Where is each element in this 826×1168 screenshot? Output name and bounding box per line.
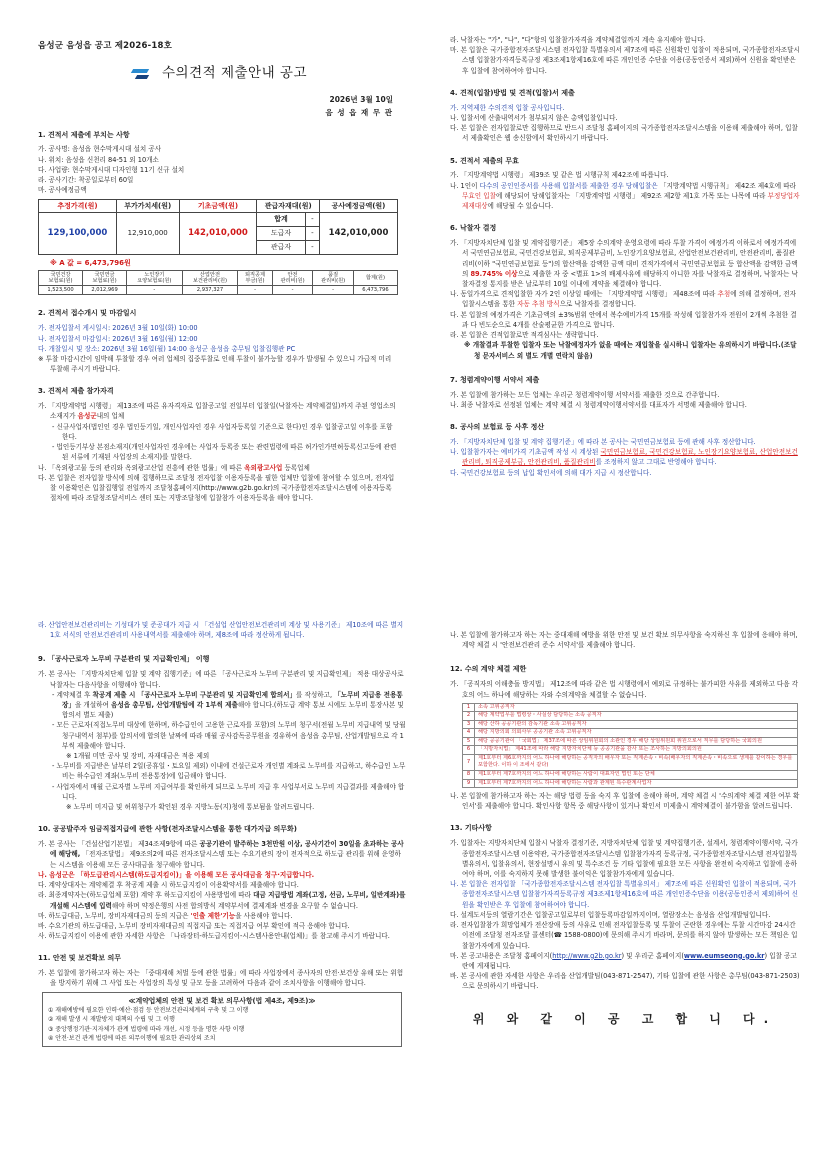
s9-sub1-c: 를 작성하고,: [296, 690, 335, 699]
s6-ga: [450, 238, 800, 289]
s5-na-4: 무효인 입찰: [462, 191, 496, 200]
s6-na: [450, 289, 800, 309]
row-num: 7: [463, 754, 475, 770]
sub-value-2: -: [305, 227, 319, 241]
notice-date: 2026년 3월 10일: [329, 95, 393, 105]
s13-ma-1: 마. 본 공고내용은 조달청 홈페이지(: [450, 951, 553, 960]
s13-heading: 13. 기타사항: [450, 824, 492, 833]
table-row: [463, 737, 798, 746]
s11-box-item-2: ② 재해 발생 시 재발방지 대책의 수립 및 그 이행: [48, 1016, 175, 1024]
row-text: 소속 고위공직자: [475, 703, 798, 712]
s10-ga-2: 공공기관이 발주하는 3천만원 이상, 공사기간이 30일을 초과하는 공사에 해당해,: [50, 840, 404, 859]
page2-left-column: [38, 620, 406, 1050]
vat-value: 12,910,000: [116, 213, 179, 255]
s6-na-2: 추첨: [717, 290, 731, 299]
table-row: [463, 720, 798, 729]
row-text: 해당 산하 공공기관의 감독기관 소속 고위공직자: [475, 720, 798, 729]
s3-ga-region: 음성군: [77, 412, 97, 421]
s9-sub-2-note: ※ 1개월 미만 공사 및 장비, 자재대금은 적용 제외: [66, 752, 210, 761]
s3-ra: 라. 산업안전보건관리비는 기성대가 및 준공대가 지급 시 「건설업 산업안전보건관리비 계상 및 사용기준」 제10조에 따른 별지1호 서식의 안전보건관리비 사용내역서를 제출해야 하며, 제8조에 따라 정산하게 됩니다.: [38, 621, 404, 640]
s1-item-1: 가. 공사명: 음성읍 현수막게시대 설치 공사: [38, 145, 162, 154]
s10-ba: 바. 수요기관의 하도급대금, 노무비 장비자재대금의 직접지급 또는 직접지급 여부 확인에 적극 응해야 합니다.: [38, 921, 350, 930]
table-row: [463, 712, 798, 721]
s9-sub1-d: 「노무비 지급용 전용통장」: [62, 690, 403, 709]
s11-duty-box: [42, 992, 402, 1048]
s11-heading: 11. 안전 및 보건확보 의무: [38, 954, 122, 963]
title-mark-icon: [130, 67, 152, 81]
s11-box-item-1: ① 재해예방에 필요한 인력·예산·점검 등 안전보건관리체계의 구축 및 그 이행: [48, 1007, 249, 1015]
th-base: 기초금액(원): [179, 199, 257, 213]
s8-na-2: 국민연금보험료, 국민건강보험료, 노인장기요양보험료, 산업안전보건관리비, 퇴직공제부금, 안전관리비, 품질관리비: [462, 448, 798, 467]
page1-left-column: [38, 40, 398, 503]
s5-heading: 5. 견적서 제출의 무효: [450, 156, 519, 165]
s1-item-4: 라. 공사기간: 착공일로부터 60일: [38, 176, 134, 185]
s6-ga-3: 으로 제출한 자 중 <별표 1>의 배제사유에 해당하지 아니한 자를 낙찰자로 결정하며, 낙찰자는 낙찰자결정 통지를 받은 날로부터 10일 이내에 계약을 체결해야 합니다.: [462, 269, 798, 289]
row-num: 9: [463, 779, 475, 788]
s12-heading: 12. 수의 계약 체결 제한: [450, 665, 527, 674]
s9-ga: 가. 본 공사는 「지방자치단체 입찰 및 계약 집행기준」에 따른 「공사근로자 노무비 구분관리 및 지급확인제」 적용 대상공사로 낙찰자는 다음사항을 이행해야 합니다.: [38, 670, 404, 689]
s13-ra: 라. 전자입찰참가 희망업체가 전산장애 등의 사유로 인해 전자입찰등록 및 투찰이 곤란한 경우에는 투찰 시간마감 24시간 이전에 조달청 전자조달 콜센터(☎ 1588-0800)에 문의해 주시기 바라며, 문의를 하지 않아 발생하는 모든 책임은 입찰참가자에게 있습니다.: [450, 921, 798, 950]
s8-na: [450, 447, 800, 467]
cost-head-8: 합계(원): [353, 270, 397, 285]
s9-sub1-e: 을 개설하여: [74, 700, 112, 709]
s3-heading: 3. 견적서 제출 참가자격: [38, 387, 114, 396]
s9-note: ※ 노무비 미지급 및 허위청구가 확인된 경우 지방노동(지)청에 통보됨을 알려드립니다.: [66, 803, 315, 812]
s13-ma: [450, 951, 800, 971]
s3-na-highlight: 옥외광고사업: [244, 463, 283, 472]
s9-sub-3: - 노무비를 지급받은 날부터 2일(공휴일・토요일 제외) 이내에 건설근로자 개인별 계좌로 노무비를 지급하고, 하수급인 노무비는 하수급인 계좌(노무비 전용통장)에 입금해야 합니다.: [52, 762, 406, 781]
s5-na-1: 나. 1인이: [450, 181, 480, 190]
s10-ra-3: 해야 하며 약정은행의 사전 합의방식 계약부서에 결제계좌 변경을 요구할 수 없습니다.: [111, 901, 358, 910]
cost-head-3: 노인장기 요양보험료(원): [127, 270, 183, 285]
table-row: [463, 729, 798, 738]
page1-right-column: [450, 35, 800, 478]
sub-label-1: 합계: [257, 213, 305, 227]
g2b-link[interactable]: http://www.g2b.go.kr: [552, 951, 622, 960]
row-num: 3: [463, 720, 475, 729]
s10-ra-1: 라. 최종계약자는(하도급업체 포함) 계약 후 하도급지킴이 사용방법에 따라: [38, 891, 254, 900]
row-num: 1: [463, 703, 475, 712]
cost-value-5: -: [238, 286, 273, 295]
cost-head-2: 국민연금 보험료(원): [83, 270, 127, 285]
s10-ra: [38, 890, 406, 910]
s3-ga-sub-2: - 법인등기부상 본점소재지(개인사업자인 경우에는 사업자 등록증 또는 관련법령에 따른 허가인가면허등록신고등에 관련된 서류에 기재된 사업장의 소재지)를 말한다.: [52, 443, 397, 462]
sub-label-3: 관급자: [257, 241, 305, 255]
row-text: 해당 공공기관이 「국회법」 제37조에 따른 상임위원회의 소관인 경우 해당 상임위원회 위원으로서 직무를 담당하는 국회의원: [475, 737, 798, 746]
row-num: 8: [463, 770, 475, 779]
s11-box-item-3: ③ 중앙행정기관·지자체가 관계 법령에 따라 개선, 시정 등을 명한 사항 이행: [48, 1025, 245, 1033]
cost-head-7: 품질 관리비(원): [313, 270, 354, 285]
s6-warning: ※ 개찰결과 투찰한 입찰자 또는 낙찰예정자가 없을 때에는 재입찰을 실시하니 입찰자는 유의하시기 바랍니다.(조달청 문자서비스 외 별도 개별 연락치 않음): [464, 341, 797, 360]
row-text: 해당 계약업무를 법령상・사실상 담당하는 소속 공직자: [475, 712, 798, 721]
row-num: 2: [463, 712, 475, 721]
th-vat: 부가가치세(원): [116, 199, 179, 213]
s8-da: 다. 국민건강보험료 등의 납입 확인서에 의해 대가 지급 시 정산합니다.: [450, 468, 652, 477]
s6-na-5: 으로 낙찰자를 결정합니다.: [559, 300, 636, 309]
row-text: 「지방자치법」 제41조에 따라 해당 지방자치단체 등 공공기관을 감사 또는 조사하는 지방의회의원: [475, 746, 798, 755]
s12-restriction-table: [462, 703, 798, 788]
s13-na: 나. 본 입찰은 전자입찰 「국가종합전자조달시스템 전자입찰 특별유의서」 제7조에 따른 신원확인 입찰이 적용되며, 국가종합전자조달시스템 입찰참가자격등록규정 제3조제1항제16호에 따른 개인인증수단을 이용(공동인증서 제외)하여 신원을 확인받은 후 입찰에 참여하여야 합니다.: [450, 880, 798, 909]
amount-table: [38, 199, 398, 255]
s10-ma-2: '인출 제한'기능: [190, 911, 236, 920]
table-row: [463, 779, 798, 788]
s10-ma-1: 마. 하도급대금, 노무비, 장비자재대금의 등의 지급은: [38, 911, 191, 920]
table-row: [463, 754, 798, 770]
cost-value-4: 2,937,327: [182, 286, 238, 295]
cost-head-1: 국민건강 보험료(원): [39, 270, 83, 285]
table-row: [463, 746, 798, 755]
s6-ga-1: 가. 「지방자치단체 입찰 및 계약집행기준」 제5장 수의계약 운영요령에 따라 투찰 가격이 예정가격 이하로서 예정가격에서 국민연금보험료, 국민건강보험료, 퇴직공제부금비, 노인장기요양보험료, 산업안전보건관리비, 안전관리비, 품질관리비(이하 "국민연금보험료 등")의 합산액을 감액한 금액 대비 견적가격에서 국민연금보험료 등 합산액을 감액한 금액의: [450, 239, 798, 278]
base-value: 142,010,000: [179, 213, 257, 255]
table-row: [463, 703, 798, 712]
cost-table: [38, 270, 398, 296]
s6-ra: 라. 본 입찰은 견적입찰로만 적격심사는 생략합니다.: [450, 331, 599, 340]
s10-ma: [38, 911, 406, 921]
cost-head-6: 안전 관리비(원): [272, 270, 313, 285]
s9-heading: 9. 「공사근로자 노무비 구분관리 및 지급확인제」 이행: [38, 655, 210, 664]
row-text: 제1호부터 제7호까지의 어느 하나에 해당하는 사람이 대표자인 법인 또는 단체: [475, 770, 798, 779]
s10-ga-3: 「전자조달법」 제9조의2에 따른 전자조달시스템 또는 수요기관의 장이 전자적으로 하도급 관리를 위해 운영하는 시스템을 이용해 모든 공사대금을 청구해야 합니다.: [50, 850, 401, 869]
notice-issuer: 음 성 읍 재 무 관: [325, 107, 393, 117]
th-estimated: 추정가격(원): [39, 199, 117, 213]
s13-ma-3: ) 입찰 공고란에 게재됩니다.: [462, 951, 797, 970]
s2-note: ※ 투찰 마감시간이 임박해 투찰할 경우 여러 업체의 집중투찰로 인해 투찰이 불가능할 경우가 발생될 수 있으니 가급적 미리 투찰해 주시기 바랍니다.: [38, 354, 392, 374]
total-value: 142,010,000: [320, 213, 398, 255]
s11-box-title: ≪계약업체의 안전 및 보건 확보 의무사항(법 제4조, 제9조)≫: [128, 996, 316, 1005]
s11-box-item-4: ④ 안전·보건 관계 법령에 따른 의무이행에 필요한 관리상의 조치: [48, 1035, 216, 1043]
s11-na: 나. 본 입찰에 참가하고자 하는 자는 중대재해 예방을 위한 안전 및 보건 확보 의무사항을 숙지하신 후 입찰에 응해야 하며, 계약 체결 시 '안전보건관리 준수 서약서'를 제출해야 합니다.: [450, 631, 798, 650]
s5-na-7: 에 해당될 수 있습니다.: [487, 202, 554, 211]
s10-heading: 10. 공공발주자 임금직접지급에 관한 사항(전자조달시스템을 통한 대가지급 의무화): [38, 825, 298, 834]
notice-number: 음성군 음성읍 공고 제2026-18호: [38, 41, 173, 51]
s5-na: [450, 181, 800, 212]
cost-value-8: 6,473,796: [353, 286, 397, 295]
s7-item-1: 가. 본 입찰에 참가하는 모든 업체는 우리군 청렴계약이행 서약서를 제출한 것으로 간주합니다.: [450, 390, 720, 399]
s3-ga-text-2: 내의 업체: [96, 412, 125, 421]
s2-item-2: 나. 전자입찰서 마감일시: 2026년 3월 16일(월) 12:00: [38, 334, 198, 343]
s8-na-3: 를 조정하지 않고 그대로 반영해야 합니다.: [595, 458, 717, 467]
s4-item-2: 나. 입찰서에 산출내역서가 첨부되지 않은 총액입찰입니다.: [450, 113, 618, 122]
cost-value-2: 2,012,969: [83, 286, 127, 295]
s3-na: [38, 463, 398, 473]
s2-item-3: 다. 개찰일시 및 장소: 2026년 3월 16일(월) 14:00 음성군 음성읍 총무팀 입찰집행관 PC: [38, 344, 296, 353]
s10-na: 나. 음성군은 「하도급관리시스템(하도급지킴이)」을 이용해 모든 공사대금을 청구·지급합니다.: [38, 870, 315, 879]
s5-na-3: 「지방계약법 시행규칙」 제42조 제4호에 따라: [657, 181, 796, 190]
th-material: 관급자재대(원): [257, 199, 320, 213]
s10-sa: 사. 하도급지킴이 이용에 관한 자세한 사항은 「나라장터-하도급지킴이-시스템사용안내(업체)」를 참고해 주시기 바랍니다.: [38, 932, 390, 941]
s3-na-text: 나. 「옥외광고물 등의 관리와 옥외광고산업 진흥에 관한 법률」에 따른: [38, 463, 245, 472]
s9-sub1-a: - 계약체결 후: [52, 690, 93, 699]
s4-item-1: 가. 지역제한 수의견적 입찰 공사입니다.: [450, 103, 565, 112]
th-total: 공사예정금액(원): [320, 199, 398, 213]
row-num: 6: [463, 746, 475, 755]
s9-sub1-g: 해야 합니다.(하도급 계약 통보 시에도 노무비 통장사본 및 합의서 별도 제출): [62, 700, 404, 720]
s1-item-2: 나. 위치: 음성읍 신천리 84-51 외 10개소: [38, 155, 159, 164]
s10-da: 다. 계약상대자는 계약체결 후 착공계 제출 시 하도급지킴이 이용확약서를 제출해야 합니다.: [38, 881, 299, 890]
estimated-value: 129,100,000: [39, 213, 117, 255]
s6-na-1: 나. 동일가격으로 견적입찰한 자가 2인 이상일 때에는 「지방계약법 시행령」 제48조에 따라: [450, 290, 718, 299]
s13-da: 다. 설계도서등의 열람기간은 입찰공고일로부터 입찰등록마감일까지이며, 열람장소는 음성읍 산업개발팀입니다.: [450, 910, 771, 919]
s13-ba: 바. 본 공사에 관한 자세한 사항은 우리읍 산업개발팀(043-871-2547), 기타 입찰에 관한 사항은 총무팀(043-871-2503)으로 문의하시기 바랍니다.: [450, 972, 800, 991]
row-text: 제1호부터 제6호까지의 어느 하나에 해당하는 공직자의 배우자 또는 직계존속・비속(배우자의 직계존속・비속으로 생계를 같이하는 경우를 포함한다. 이하 이 조에서 같다): [475, 754, 798, 770]
s9-sub1-b: 착공계 제출 시 「공사근로자 노무비 구분관리 및 지급확인제 합의서」: [92, 690, 297, 699]
s3-ga-text: 가. 「지방계약법 시행령」 제13조에 따른 유자격자로 입찰공고일 전일부터 입찰일(낙찰자는 계약체결일)까지 주된 영업소의 소재지가: [38, 402, 396, 421]
s5-na-2: 다수의 공인인증서를 사용해 입찰서를 제출한 경우 당해입찰은: [479, 181, 658, 190]
s10-ga-1: 가. 본 공사는 「건설산업기본법」 제34조제9항에 따른: [38, 840, 200, 849]
sub-value-3: -: [305, 241, 319, 255]
sub-value-1: -: [305, 213, 319, 227]
s9-sub-1: [38, 690, 406, 721]
s6-na-4: 자동 추첨 방식: [517, 300, 560, 309]
s1-item-5: 마. 공사예정금액: [38, 186, 87, 195]
s13-ga: 가. 입찰자는 지방자치단체 입찰시 낙찰자 결정기준, 지방자치단체 입찰 및 계약집행기준, 설계서, 청렴계약이행서약, 국가종합전자조달시스템 이용약관, 국가종합전자조달시스템 입찰참가자격 등록규정, 국가종합전자조달시스템 전자입찰특별유의서, 입찰유의서, 현장설명시 유의 및 특수조건 등 기타 입찰에 필요한 모든 사항을 완전히 숙지하고 입찰에 응하여야 하며, 이를 숙지하지 못해 발생한 불이익은 입찰참가자에게 있습니다.: [450, 839, 798, 878]
page2-right-column: [450, 630, 800, 1028]
s8-heading: 8. 공사의 보험료 등 사후 정산: [450, 423, 545, 432]
row-text: 해당 지방의회 의회사무 공공기관 소속 고위공직자: [475, 729, 798, 738]
s10-ra-2: 대금 지급방법 계좌(고정, 선금, 노무비, 일반계좌)를 개설해 시스템에 입력: [50, 891, 406, 910]
s9-sub1-f: 음성읍 총무팀, 산업개발팀에 각 1부씩 제출: [111, 700, 238, 709]
s9-sub-2: - 모든 근로자(직접노무비 대상에 한하며, 하수급인이 고용한 근로자를 포함)의 노무비 청구서(전월 노무비 지급내역 및 당월 청구내역서 첨부)를 압의서에 합의한 날짜에 따라 매월 공사감독공무원을 경유하여 음성읍 총무팀, 산업개발팀으로 각 1부씩 제출해야 합니다.: [52, 721, 406, 750]
s5-ga: 가. 「지방계약법 시행령」 제39조 및 같은 법 시행규칙 제42조에 따릅니다.: [450, 171, 669, 180]
s5-na-6: 부정당업자 제재대상: [462, 191, 800, 211]
row-num: 5: [463, 737, 475, 746]
s4-heading: 4. 견적(입찰)방법 및 견적(입찰)서 제출: [450, 88, 575, 97]
cost-value-7: -: [313, 286, 354, 295]
s3-ga-sub-1: - 신규사업자(법인인 경우 법인등기일, 개인사업자인 경우 사업자등록일 기준으로 한다)인 경우 입찰공고일 이후를 포함한다.: [52, 422, 393, 441]
s12-ga: 가. 「공직자의 이해충돌 방지법」 제12조에 따라 같은 법 시행령에서 예외로 규정하는 불가피한 사유를 제외하고 다음 각 호의 어느 하나에 해당하는 자와 수의계약을 체결할 수 없습니다.: [450, 680, 799, 699]
s8-ga: 가. 「지방자치단체 입찰 및 계약 집행기준」에 따라 본 공사는 국민연금보험료 등에 관해 사후 정산합니다.: [450, 437, 756, 446]
s10-ma-3: 을 사용해야 합니다.: [235, 911, 293, 920]
s2-heading: 2. 견적서 접수개시 및 마감일시: [38, 309, 137, 318]
s5-na-5: 에 해당되어 당해입찰자는 「지방계약법 시행령」 제92조 제2항 제1호 가목 또는 나목에 따라: [495, 191, 768, 200]
eumseong-link[interactable]: www.eumseong.go.kr: [683, 951, 765, 960]
s1-item-3: 다. 사업량: 현수막게시대 디자인형 11기 신규 설치: [38, 165, 185, 174]
right-top-ma: 마. 본 입찰은 국가종합전자조달시스템 전자입찰 특별유의서 제7조에 따른 신원확인 입찰이 적용되며, 국가종합전자조달시스템 입찰참가자격등록규정 제3조제1항제16호에 따른 개인인증 수단을 이용(공동인증서 제외)하여 신원을 확인받은 후 입찰에 참여하여야 합니다.: [450, 46, 800, 75]
s3-ga: [38, 401, 398, 421]
s3-da: 다. 본 입찰은 전자입찰 방식에 의해 집행하므로 조달청 전자입찰 이용자등록을 필한 업체만 입찰에 참여할 수 있으며, 전자입찰 이용확인은 입찰집행일 전일까지 조달청홈페이지(http://www.g2b.go.kr)의 국가종합전자조달시스템에 이용자등록 절차에 따라 조달청조달서비스 센터 또는 지방조달청에 입찰참가 이용자등록을 해야 합니다.: [38, 473, 395, 503]
page-title: 수의견적 제출안내 공고: [162, 65, 307, 82]
title-row: [130, 63, 398, 84]
s6-da: 다. 본 입찰의 예정가격은 기초금액의 ±3%범위 안에서 복수예비가격 15개를 작성해 입찰참가자 전원이 2개씩 추첨한 결과 다 빈도순으로 4개를 산술평균한 가격으로 합니다.: [450, 310, 797, 329]
s11-ga: 가. 본 입찰에 참가하고자 하는 자는 「중대재해 처벌 등에 관한 법률」에 따라 사업장에서 종사자의 안전·보건상 유해 또는 위험을 방지하기 위해 그 사업 또는 사업장의 특성 및 규모 등을 고려하여 다음과 같이 조치사항을 이행해야 합니다.: [38, 969, 404, 988]
cost-head-5: 퇴직공제 부금(원): [238, 270, 273, 285]
s9-sub-4: - 사업자에서 매월 근로자별 노무비 지급여부를 확인하게 되므로 노무비 지급 후 사업부서로 노무비 지급결과를 제출해야 합니다.: [52, 782, 405, 801]
cost-value-6: -: [272, 286, 313, 295]
a-value: ※ A 값 = 6,473,796원: [50, 258, 131, 267]
s6-ga-2: 89.745% 이상: [470, 269, 518, 278]
sub-label-2: 도급자: [257, 227, 305, 241]
s2-item-1: 가. 전자입찰서 게시일시: 2026년 3월 10일(화) 10:00: [38, 324, 198, 333]
right-top-ra: 라. 낙찰자는 "가", "나", "다"항의 입찰참가자격을 계약체결일까지 계속 유지해야 합니다.: [450, 36, 706, 44]
s10-ga: [38, 839, 406, 870]
s4-item-3: 다. 본 입찰은 전자입찰로만 집행하므로 반드시 조달청 홈페이지의 국가종합전자조달시스템을 이용해 제출해야 하며, 입찰서 제출확인은 웹 송신함에서 확인하시기 바랍니다.: [450, 124, 798, 143]
s3-na-text-2: 등록업체: [282, 463, 310, 472]
row-num: 4: [463, 729, 475, 738]
cost-value-1: 1,523,500: [39, 286, 83, 295]
cost-head-4: 산업안전 보건관리비(원): [182, 270, 238, 285]
s8-na-1: 나. 입찰참가자는 예비가격 기초금액 작성 시 계상된: [450, 448, 601, 457]
s1-heading: 1. 견적서 제출에 부치는 사항: [38, 130, 130, 139]
cost-value-3: -: [127, 286, 183, 295]
s6-na-3: 에 의해 결정하며, 전자입찰시스템을 통한: [462, 290, 796, 309]
s12-na: 나. 본 입찰에 참가하고자 하는 자는 해당 법령 등을 숙지 후 입찰에 응해야 하며, 계약 체결 시 '수의계약 체결 제한 여부 확인서'를 제출해야 합니다. 확인사항 항목 중 해당사항이 있거나 확인서 미제출시 계약체결이 불가함을 알려드립니다.: [450, 792, 800, 811]
s7-item-2: 나. 최종 낙찰자로 선정된 업체는 계약 체결 시 청렴계약이행서약서를 대표자가 서명해 제출해야 합니다.: [450, 400, 747, 409]
table-row: [463, 770, 798, 779]
s7-heading: 7. 청렴계약이행 서약서 제출: [450, 375, 540, 384]
s6-heading: 6. 낙찰자 결정: [450, 224, 497, 233]
s13-ma-2: ) 및 우리군 홈페이지(: [621, 951, 684, 960]
closing-statement: 위 와 같 이 공 고 합 니 다.: [472, 1011, 778, 1026]
row-text: 제1호부터 제7호까지의 어느 하나에 해당하는 사람과 관계된 특수관계사업자: [475, 779, 798, 788]
